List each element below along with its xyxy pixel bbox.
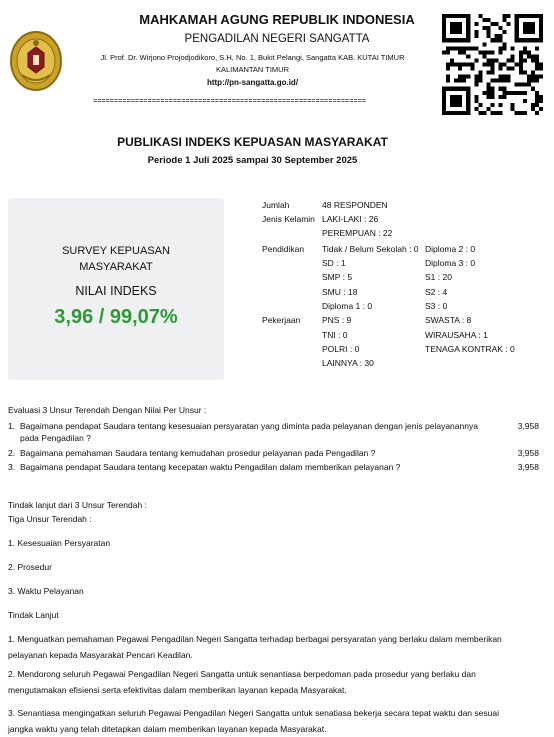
- pendidikan-item: SMU : 18: [322, 287, 358, 297]
- pendidikan-item: SMP : 5: [322, 272, 353, 282]
- unsur-item: 2. Prosedur: [8, 562, 52, 572]
- jk-laki: LAKI-LAKI : 26: [322, 214, 379, 224]
- item-score: 3,958: [517, 448, 539, 458]
- tindak-lanjut-item: 1. Menguatkan pemahaman Pegawai Pengadilan Negeri Sangatta terhadap berbagai persyaratan yang berlaku dalam memberikan pelayanan kepada Masyarakat Pencari Keadilan.: [8, 634, 502, 660]
- pekerjaan-label: Pekerjaan: [262, 315, 301, 325]
- evaluasi-heading: Evaluasi 3 Unsur Terendah Dengan Nilai Per Unsur :: [8, 405, 207, 415]
- pekerjaan-item: LAINNYA : 30: [322, 358, 374, 368]
- pekerjaan-item: PNS : 9: [322, 315, 352, 325]
- item-text: Bagaimana pemahaman Saudara tentang kemudahan prosedur pelayanan pada Pengadilan ?: [20, 448, 376, 458]
- unsur-item: 3. Waktu Pelayanan: [8, 586, 84, 596]
- jumlah-label: Jumlah: [262, 200, 290, 210]
- index-summary-card: [8, 198, 224, 380]
- item-text: Bagaimana pendapat Saudara tentang kesesuaian persyaratan yang diminta pada pelayanan dengan jenis pelayanannya pada Pengadilan ?: [20, 421, 478, 443]
- item-text: Bagaimana pendapat Saudara tentang kecepatan waktu Pengadilan dalam memberikan pelayanan ?: [20, 462, 401, 472]
- court-name: PENGADILAN NEGERI SANGATTA: [184, 33, 370, 45]
- tindak-heading: Tindak lanjut dari 3 Unsur Terendah :: [8, 500, 147, 510]
- unsur-item: 1. Kesesuaian Persyaratan: [8, 538, 111, 548]
- pendidikan-item: Diploma 3 : 0: [425, 258, 476, 268]
- jenis-kelamin-label: Jenis Kelamin: [262, 214, 315, 224]
- pekerjaan-item: POLRI : 0: [322, 344, 360, 354]
- pendidikan-item: Tidak / Belum Sekolah : 0: [322, 244, 419, 254]
- item-score: 3,958: [517, 421, 539, 431]
- qr-code: [442, 14, 543, 115]
- pendidikan-item: Diploma 1 : 0: [322, 301, 373, 311]
- header-divider: =================================================================: [93, 98, 367, 106]
- tindak-lanjut-item: 3. Senantiasa mengingatkan seluruh Pegawai Pengadilan Negeri Sangatta untuk senatiasa bekerja secara tepat waktu dan sesuai jangka waktu yang telah ditetapkan dalam memberikan layanan kepada Masyarakat.: [8, 708, 499, 734]
- tindak-lanjut-heading: Tindak Lanjut: [8, 610, 59, 620]
- pendidikan-label: Pendidikan: [262, 244, 305, 254]
- pekerjaan-item: TNI : 0: [322, 330, 348, 340]
- tindak-subheading: Tiga Unsur Terendah :: [8, 514, 92, 524]
- pendidikan-item: S3 : 0: [425, 301, 448, 311]
- index-value: 3,96 / 99,07%: [54, 306, 178, 328]
- pendidikan-item: S1 : 20: [425, 272, 452, 282]
- pekerjaan-item: SWASTA : 8: [425, 315, 472, 325]
- pekerjaan-item: TENAGA KONTRAK : 0: [425, 344, 515, 354]
- item-number: 3.: [8, 462, 16, 472]
- pendidikan-item: S2 : 4: [425, 287, 448, 297]
- item-score: 3,958: [517, 462, 539, 472]
- pendidikan-item: Diploma 2 : 0: [425, 244, 476, 254]
- survey-label: SURVEY KEPUASAN MASYARAKAT: [62, 245, 170, 273]
- pendidikan-item: SD : 1: [322, 258, 346, 268]
- org-name: MAHKAMAH AGUNG REPUBLIK INDONESIA: [139, 12, 415, 27]
- page-title: PUBLIKASI INDEKS KEPUASAN MASYARAKAT: [117, 135, 388, 149]
- jumlah-value: 48 RESPONDEN: [322, 200, 388, 210]
- pekerjaan-item: WIRAUSAHA : 1: [425, 330, 488, 340]
- court-address: Jl. Prof. Dr. Wirjono Projodjodikoro, S.H, No. 1, Bukit Pelangi, Sangatta KAB. KUTAI TIMUR KALIMANTAN TIMUR: [100, 53, 405, 74]
- index-label: NILAI INDEKS: [75, 284, 157, 298]
- jk-perempuan: PEREMPUAN : 22: [322, 228, 393, 238]
- tindak-lanjut-item: 2. Mendorong seluruh Pegawai Pengadilan Negeri Sangatta untuk senantiasa berpedoman pada prosedur yang berlaku dan mengutamakan efisiensi serta efektivitas dalam memberikan layanan kepada Masyarakat.: [8, 669, 476, 695]
- item-number: 2.: [8, 448, 16, 458]
- website-link[interactable]: http://pn-sangatta.go.id/: [206, 78, 299, 87]
- item-number: 1.: [8, 421, 16, 431]
- period-subtitle: Periode 1 Juli 2025 sampai 30 September 2025: [147, 155, 358, 166]
